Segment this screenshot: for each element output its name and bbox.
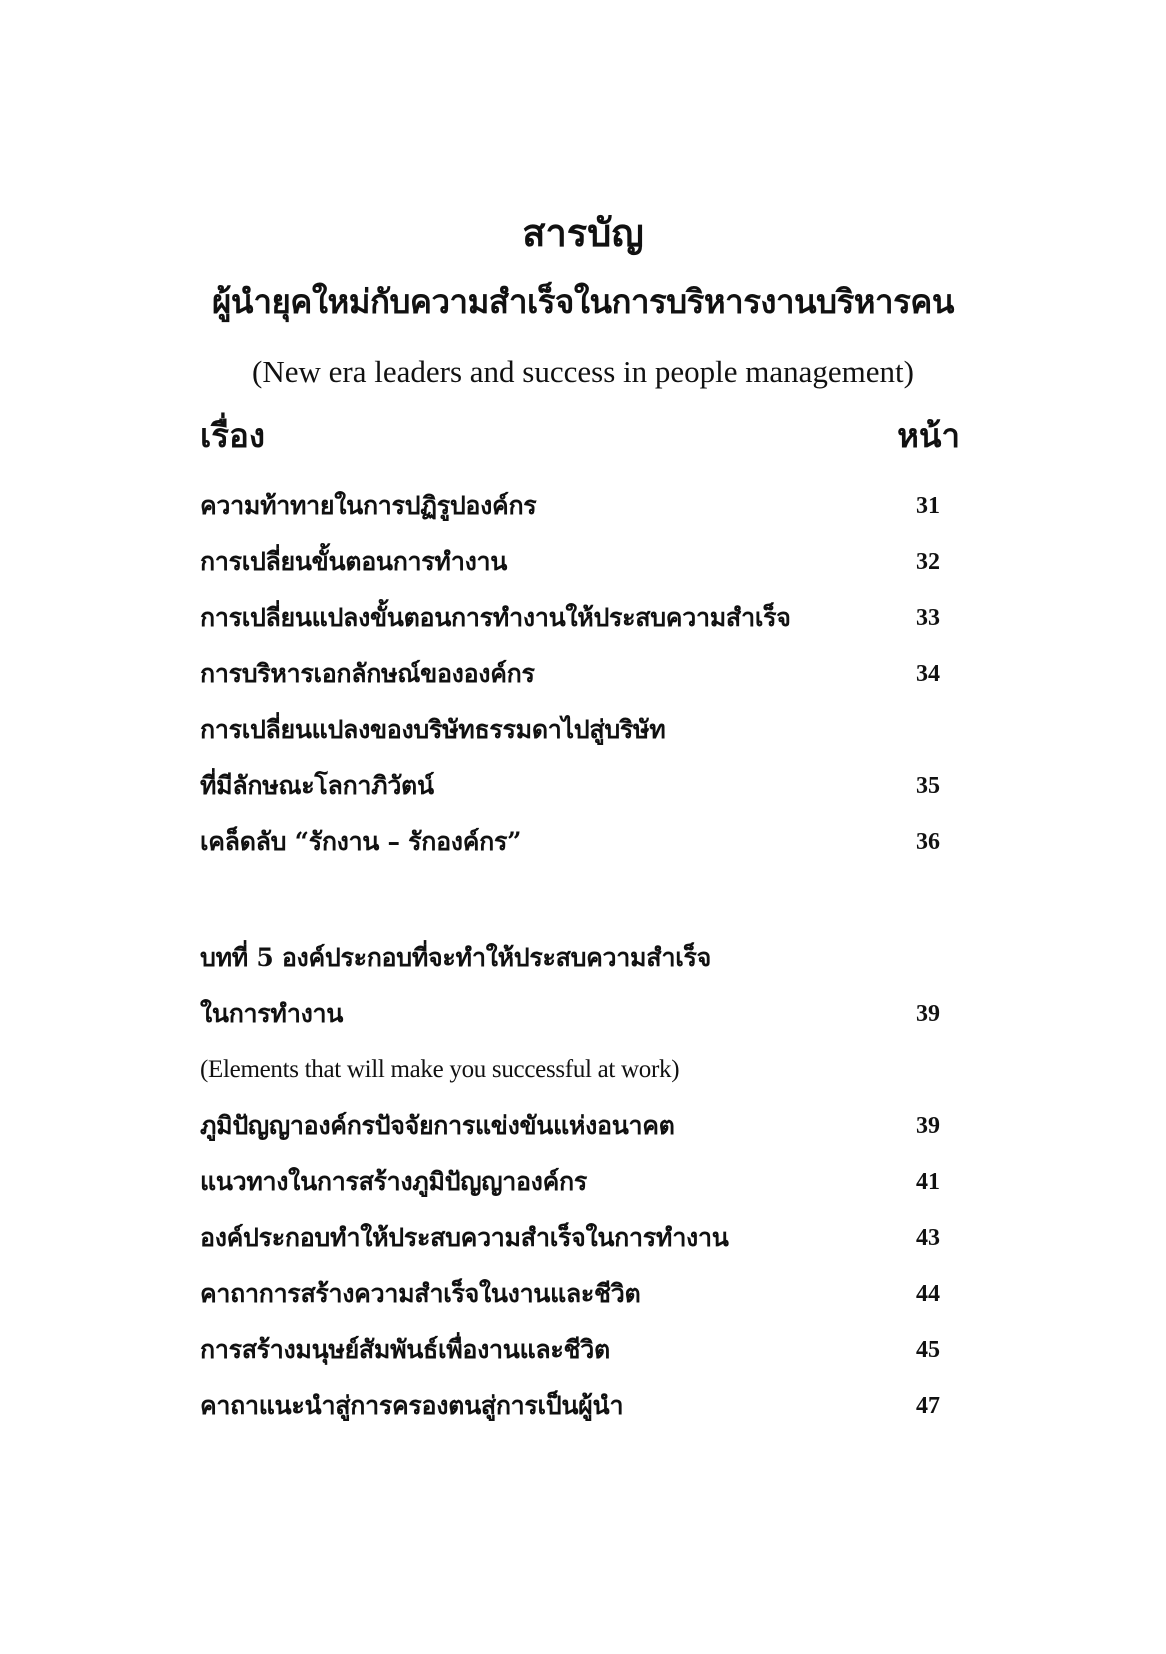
toc-entry-page: 35 [916,773,940,799]
toc-entry-title: คาถาแนะนำสู่การครองตนสู่การเป็นผู้นำ [200,1391,624,1420]
toc-entry-page: 33 [916,605,940,631]
toc-entry-page: 45 [916,1337,940,1363]
toc-entry-title: ความท้าทายในการปฏิรูปองค์กร [200,491,537,520]
toc-entry[interactable] [200,1154,960,1210]
chapter-heading-cont[interactable] [200,986,960,1042]
chapter-subtitle-english: (Elements that will make you successful at work) [200,1056,680,1083]
book-title-thai: ผู้นำยุคใหม่กับความสำเร็จในการบริหารงานบริหารคน [212,282,954,321]
toc-entry[interactable] [200,758,960,814]
toc-entry-title: การเปลี่ยนขั้นตอนการทำงาน [200,547,508,576]
toc-entry-title: องค์ประกอบทำให้ประสบความสำเร็จในการทำงาน [200,1223,729,1252]
toc-entry[interactable] [200,590,960,646]
column-header-page: หน้า [897,416,960,455]
toc-entry[interactable] [200,814,960,870]
toc-entry-page: 32 [916,549,940,575]
toc-entry-page: 43 [916,1225,940,1251]
toc-entry-page: 47 [916,1393,940,1419]
toc-entry-title: แนวทางในการสร้างภูมิปัญญาองค์กร [200,1167,587,1196]
toc-entry-page: 44 [916,1281,940,1307]
table-of-contents [200,478,960,1434]
toc-entry-page: 36 [916,829,940,855]
toc-entry[interactable] [200,1210,960,1266]
page-title: สารบัญ [522,210,644,255]
toc-entry-title: ภูมิปัญญาองค์กรปัจจัยการแข่งขันแห่งอนาคต [200,1111,675,1140]
toc-entry[interactable] [200,1098,960,1154]
toc-entry-title: การเปลี่ยนแปลงของบริษัทธรรมดาไปสู่บริษัท [200,715,666,744]
book-title-english: (New era leaders and success in people management) [252,354,914,389]
toc-entry-page: 41 [916,1169,940,1195]
toc-entry[interactable] [200,702,960,758]
toc-entry-title: ที่มีลักษณะโลกาภิวัตน์ [200,771,434,800]
toc-entry-title: การสร้างมนุษย์สัมพันธ์เพื่องานและชีวิต [200,1335,610,1364]
toc-entry-title: คาถาการสร้างความสำเร็จในงานและชีวิต [200,1279,641,1308]
toc-entry-page: 34 [916,661,940,687]
toc-entry[interactable] [200,1322,960,1378]
section-spacer [200,870,960,930]
toc-entry-page: 39 [916,1113,940,1139]
toc-entry[interactable] [200,534,960,590]
toc-entry-title: การเปลี่ยนแปลงขั้นตอนการทำงานให้ประสบความสำเร็จ [200,603,791,632]
toc-entry[interactable] [200,478,960,534]
chapter-heading[interactable] [200,930,960,986]
chapter-title-line2: ในการทำงาน [200,999,344,1028]
toc-entry[interactable] [200,1266,960,1322]
toc-entry-page: 31 [916,493,940,519]
chapter-page: 39 [916,1001,940,1027]
toc-entry-title: การบริหารเอกลักษณ์ขององค์กร [200,659,535,688]
column-header-topic: เรื่อง [200,416,265,455]
chapter-title-line1: บทที่ 5 องค์ประกอบที่จะทำให้ประสบความสำเร็จ [200,943,711,972]
chapter-subtitle [200,1042,960,1098]
toc-entry-title: เคล็ดลับ “รักงาน – รักองค์กร” [200,827,522,856]
toc-entry[interactable] [200,1378,960,1434]
toc-entry[interactable] [200,646,960,702]
